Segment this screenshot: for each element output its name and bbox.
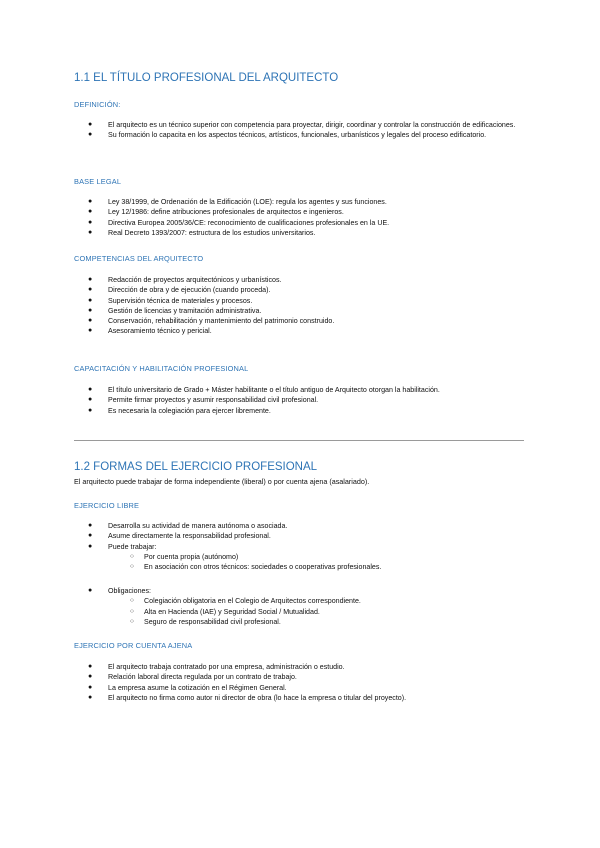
heading-competencias: COMPETENCIAS DEL ARQUITECTO (74, 254, 204, 263)
sub-list-item: ○ Colegiación obligatoria en el Colegio de Arquitectos correspondiente. (130, 597, 361, 606)
list-item: ● Es necesaria la colegiación para ejercer libremente. (88, 406, 271, 415)
list-cuenta-ajena (88, 662, 528, 703)
list-item: ● El arquitecto es un técnico superior con competencia para proyectar, dirigir, coordinar y controlar la construcción de edificaciones. (88, 121, 516, 129)
heading-definicion: DEFINICIÓN: (74, 100, 121, 109)
bullet-icon: ● (88, 542, 93, 550)
list-item: ● Gestión de licencias y tramitación administrativa. (88, 306, 262, 315)
circle-bullet-icon: ○ (130, 607, 134, 615)
bullet-icon: ● (88, 693, 93, 701)
bullet-icon: ● (88, 306, 93, 314)
section-intro: El arquitecto puede trabajar de forma independiente (liberal) o por cuenta ajena (asalariado). (74, 477, 370, 486)
list-item: ● Asume directamente la responsabilidad profesional. (88, 532, 271, 541)
bullet-icon: ● (88, 276, 93, 283)
list-item: ● Dirección de obra y de ejecución (cuando proceda). (88, 286, 271, 295)
circle-bullet-icon: ○ (130, 597, 134, 605)
list-item: ● Ley 12/1986: define atribuciones profesionales de arquitectos e ingenieros. (88, 208, 344, 217)
bullet-icon: ● (88, 587, 93, 594)
list-item: ● El título universitario de Grado + Máster habilitante o el título antiguo de Arquitecto otorgan la habilitación. (88, 386, 440, 394)
circle-bullet-icon: ○ (130, 563, 134, 571)
bullet-icon: ● (88, 683, 93, 691)
section-title-2: 1.2 FORMAS DEL EJERCICIO PROFESIONAL (74, 461, 318, 473)
heading-cuenta-ajena: EJERCICIO POR CUENTA AJENA (74, 641, 193, 650)
list-capacitacion (88, 385, 528, 416)
bullet-icon: ● (88, 228, 93, 236)
list-item: ● Conservación, rehabilitación y mantenimiento del patrimonio construido. (88, 317, 335, 326)
bullet-icon: ● (88, 663, 93, 670)
bullet-icon: ● (88, 532, 93, 540)
list-item: ● Redacción de proyectos arquitectónicos y urbanísticos. (88, 276, 282, 284)
heading-base-legal: BASE LEGAL (74, 177, 122, 186)
bullet-icon: ● (88, 522, 93, 529)
section-title-1: 1.1 EL TÍTULO PROFESIONAL DEL ARQUITECTO (74, 72, 339, 84)
list-item: ● Obligaciones: ○ Colegiación obligatoria en el Colegio de Arquitectos correspondiente. ○ Alta en Hacienda (IAE) y Seguridad Social / Mutualidad. ○ Seguro de responsabilidad civil profesional. (88, 586, 528, 627)
sub-list-item: ○ Por cuenta propia (autónomo) (130, 552, 239, 561)
list-item: ● El arquitecto trabaja contratado por una empresa, administración o estudio. (88, 663, 345, 671)
circle-bullet-icon: ○ (130, 552, 134, 560)
sub-list-obligaciones (108, 596, 528, 627)
sub-list-item: ○ Seguro de responsabilidad civil profesional. (130, 617, 281, 626)
bullet-icon: ● (88, 317, 93, 325)
list-item: ● La empresa asume la cotización en el Régimen General. (88, 683, 287, 692)
sub-list-item: ○ Alta en Hacienda (IAE) y Seguridad Social / Mutualidad. (130, 607, 320, 616)
list-item: ● Su formación lo capacita en los aspectos técnicos, artísticos, funcionales, urbanísticos y legales del proceso edificatorio. (88, 131, 487, 140)
bullet-icon: ● (88, 673, 93, 681)
list-item: ● Permite firmar proyectos y asumir responsabilidad civil profesional. (88, 396, 319, 405)
section-divider (74, 440, 524, 441)
list-item: ● Relación laboral directa regulada por un contrato de trabajo. (88, 673, 297, 682)
bullet-icon: ● (88, 406, 93, 414)
bullet-icon: ● (88, 396, 93, 404)
heading-capacitacion: CAPACITACIÓN Y HABILITACIÓN PROFESIONAL (74, 364, 249, 373)
bullet-icon: ● (88, 218, 93, 226)
sub-list-item: ○ En asociación con otros técnicos: sociedades o cooperativas profesionales. (130, 563, 382, 572)
list-item: ● Puede trabajar: ○ Por cuenta propia (autónomo) ○ En asociación con otros técnicos: sociedades o cooperativas profesionales. (88, 542, 528, 573)
list-item: ● Ley 38/1999, de Ordenación de la Edificación (LOE): regula los agentes y sus funciones. (88, 198, 387, 206)
list-item: ● Supervisión técnica de materiales y procesos. (88, 296, 253, 305)
list-ejercicio-libre (88, 521, 528, 572)
list-competencias (88, 275, 528, 337)
bullet-icon: ● (88, 198, 93, 205)
list-item: ● El arquitecto no firma como autor ni director de obra (lo hace la empresa o titular del proyecto). (88, 693, 407, 702)
heading-ejercicio-libre: EJERCICIO LIBRE (74, 501, 140, 510)
list-item: ● Asesoramiento técnico y pericial. (88, 327, 212, 336)
bullet-icon: ● (88, 386, 93, 393)
bullet-icon: ● (88, 296, 93, 304)
list-obligaciones (88, 586, 528, 627)
list-item: ● Desarrolla su actividad de manera autónoma o asociada. (88, 522, 288, 530)
list-item: ● Directiva Europea 2005/36/CE: reconocimiento de cualificaciones profesionales en la UE. (88, 218, 390, 227)
list-item: ● Real Decreto 1393/2007: estructura de los estudios universitarios. (88, 228, 316, 237)
bullet-icon: ● (88, 131, 93, 139)
bullet-icon: ● (88, 327, 93, 335)
bullet-icon: ● (88, 208, 93, 216)
list-base-legal (88, 197, 528, 238)
bullet-icon: ● (88, 286, 93, 294)
bullet-icon: ● (88, 121, 93, 128)
sub-list-puede-trabajar (108, 552, 528, 573)
circle-bullet-icon: ○ (130, 617, 134, 625)
list-definicion (88, 120, 528, 141)
